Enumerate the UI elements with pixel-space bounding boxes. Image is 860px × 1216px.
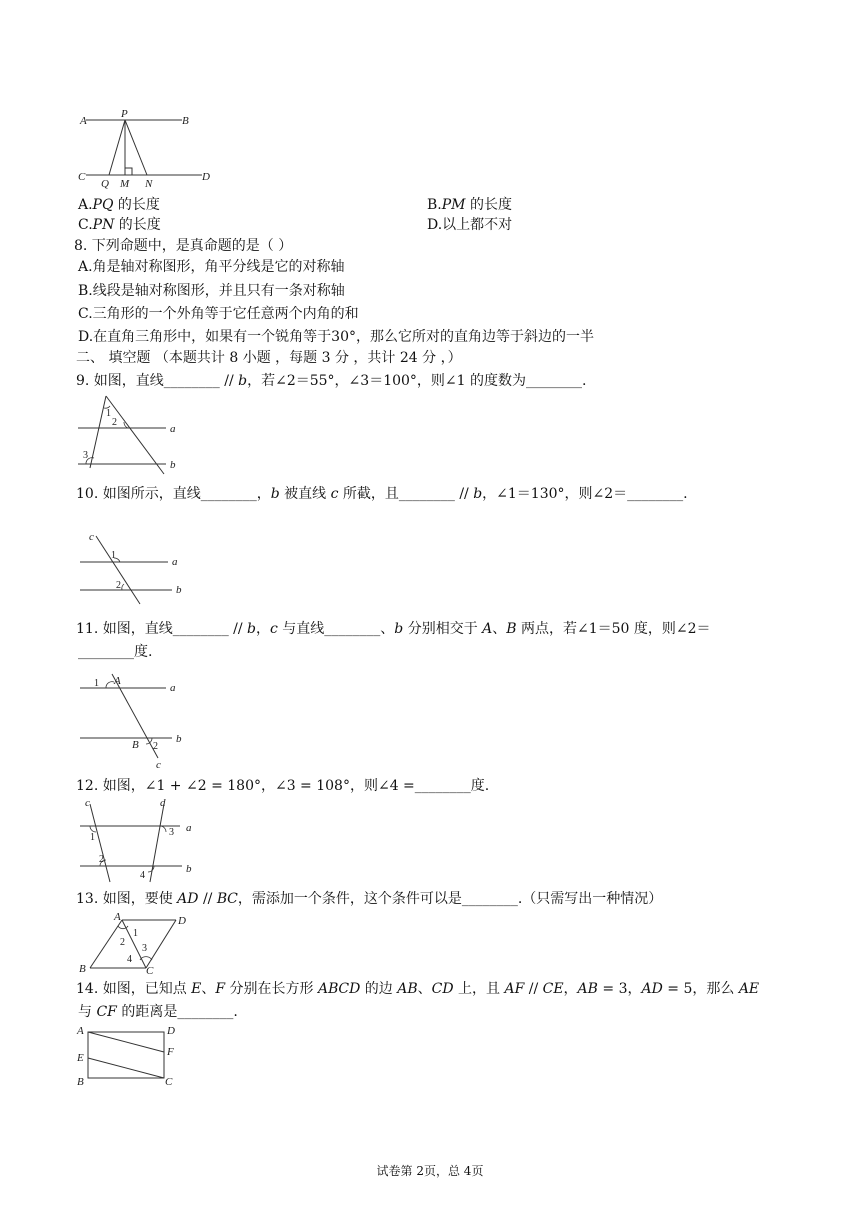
- q7-option-d: D.以上都不对: [427, 217, 513, 233]
- fig-label: a: [170, 682, 176, 694]
- fig-label: C: [146, 965, 154, 977]
- fig-label: b: [186, 863, 192, 875]
- q13-text: 13. 如图，要使 𝐴𝐷 // 𝐵𝐶，需添加一个条件，这个条件可以是________.（只需写出一种情况）: [76, 891, 663, 907]
- fig-label: F: [167, 1046, 174, 1058]
- fig-label: A: [80, 115, 87, 127]
- q8-option-d: D.在直角三角形中，如果有一个锐角等于30°，那么它所对的直角边等于斜边的一半: [78, 329, 594, 345]
- section-heading: 二、 填空题 （本题共计 8 小题 ，每题 3 分 ，共计 24 分 ，）: [76, 350, 462, 366]
- fig-label: 2: [116, 580, 121, 591]
- fig-label: 3: [142, 943, 147, 954]
- q7-option-a: A.𝑃𝑄 的长度: [78, 197, 160, 213]
- fig-label: 4: [140, 870, 145, 881]
- fig-label: d: [160, 797, 166, 809]
- q14-text-cont: 与 𝐶𝐹 的距离是________.: [78, 1004, 238, 1020]
- q7-figure: [72, 108, 222, 194]
- fig-label: 4: [127, 954, 132, 965]
- q12-text: 12. 如图，∠1 + ∠2 = 180°，∠3 = 108°，则∠4 =________度.: [76, 778, 490, 794]
- fig-label: 2: [99, 854, 104, 865]
- q14-figure: [74, 1022, 194, 1088]
- fig-label: 1: [94, 678, 99, 689]
- fig-label: A: [114, 911, 121, 923]
- q8-option-a: A.角是轴对称图形，角平分线是它的对称轴: [78, 259, 345, 275]
- fig-label: c: [156, 759, 161, 771]
- q8-option-b: B.线段是轴对称图形，并且只有一条对称轴: [78, 283, 345, 299]
- q7-option-c: C.𝑃𝑁 的长度: [78, 217, 161, 233]
- fig-label: c: [89, 531, 94, 543]
- q9-text: 9. 如图，直线________ // 𝑏，若∠2＝55°，∠3＝100°，则∠1 的度数为________.: [76, 373, 587, 389]
- q11-text: 11. 如图，直线________ // 𝑏，𝑐 与直线________、𝑏 分别相交于 𝐴、𝐵 两点，若∠1＝50 度，则∠2＝: [76, 621, 711, 637]
- fig-label: a: [172, 556, 178, 568]
- fig-label: B: [182, 115, 189, 127]
- fig-label: 1: [106, 408, 111, 419]
- fig-label: D: [178, 915, 186, 927]
- fig-label: D: [167, 1025, 175, 1037]
- q14-text: 14. 如图，已知点 𝐸、𝐹 分别在长方形 𝐴𝐵𝐶𝐷 的边 𝐴𝐵、𝐶𝐷 上，且 𝐴𝐹 // 𝐶𝐸，𝐴𝐵 = 3，𝐴𝐷 = 5，那么 𝐴𝐸: [76, 981, 760, 997]
- fig-label: E: [77, 1052, 84, 1064]
- fig-label: D: [202, 171, 210, 183]
- fig-label: M: [120, 178, 130, 190]
- fig-label: 3: [169, 827, 174, 838]
- fig-label: 2: [112, 417, 117, 428]
- fig-label: A: [77, 1025, 84, 1037]
- page-footer: 试卷第 2页，总 4页: [376, 1164, 484, 1178]
- fig-label: 1: [111, 550, 116, 561]
- q11-figure: [76, 670, 196, 770]
- q10-text: 10. 如图所示，直线________，𝑏 被直线 𝑐 所截，且________ // 𝑏，∠1＝130°，则∠2＝________.: [76, 486, 688, 502]
- fig-label: c: [85, 797, 90, 809]
- q9-figure: [74, 392, 194, 474]
- q10-figure: [76, 528, 196, 608]
- fig-label: A: [114, 675, 121, 687]
- fig-label: b: [170, 459, 176, 471]
- q13-figure: [76, 912, 196, 976]
- fig-label: b: [176, 733, 182, 745]
- q7-option-b: B.𝑃𝑀 的长度: [427, 197, 512, 213]
- fig-label: B: [132, 739, 139, 751]
- fig-label: b: [176, 584, 182, 596]
- fig-label: C: [78, 171, 86, 183]
- fig-label: 3: [83, 450, 88, 461]
- fig-label: P: [121, 108, 128, 120]
- fig-label: 1: [90, 832, 95, 843]
- q12-figure: [76, 796, 206, 886]
- q11-text-cont: ________度.: [78, 644, 153, 660]
- fig-label: 2: [153, 741, 158, 752]
- fig-label: a: [186, 822, 192, 834]
- fig-label: N: [145, 178, 153, 190]
- fig-label: a: [170, 423, 176, 435]
- fig-label: 1: [133, 928, 138, 939]
- fig-label: 2: [120, 937, 125, 948]
- fig-label: C: [165, 1076, 173, 1088]
- q8-stem: 8. 下列命题中，是真命题的是（ ）: [74, 238, 293, 254]
- q8-option-c: C.三角形的一个外角等于它任意两个内角的和: [78, 306, 359, 322]
- fig-label: B: [77, 1076, 84, 1088]
- fig-label: Q: [101, 178, 109, 190]
- fig-label: B: [79, 963, 86, 975]
